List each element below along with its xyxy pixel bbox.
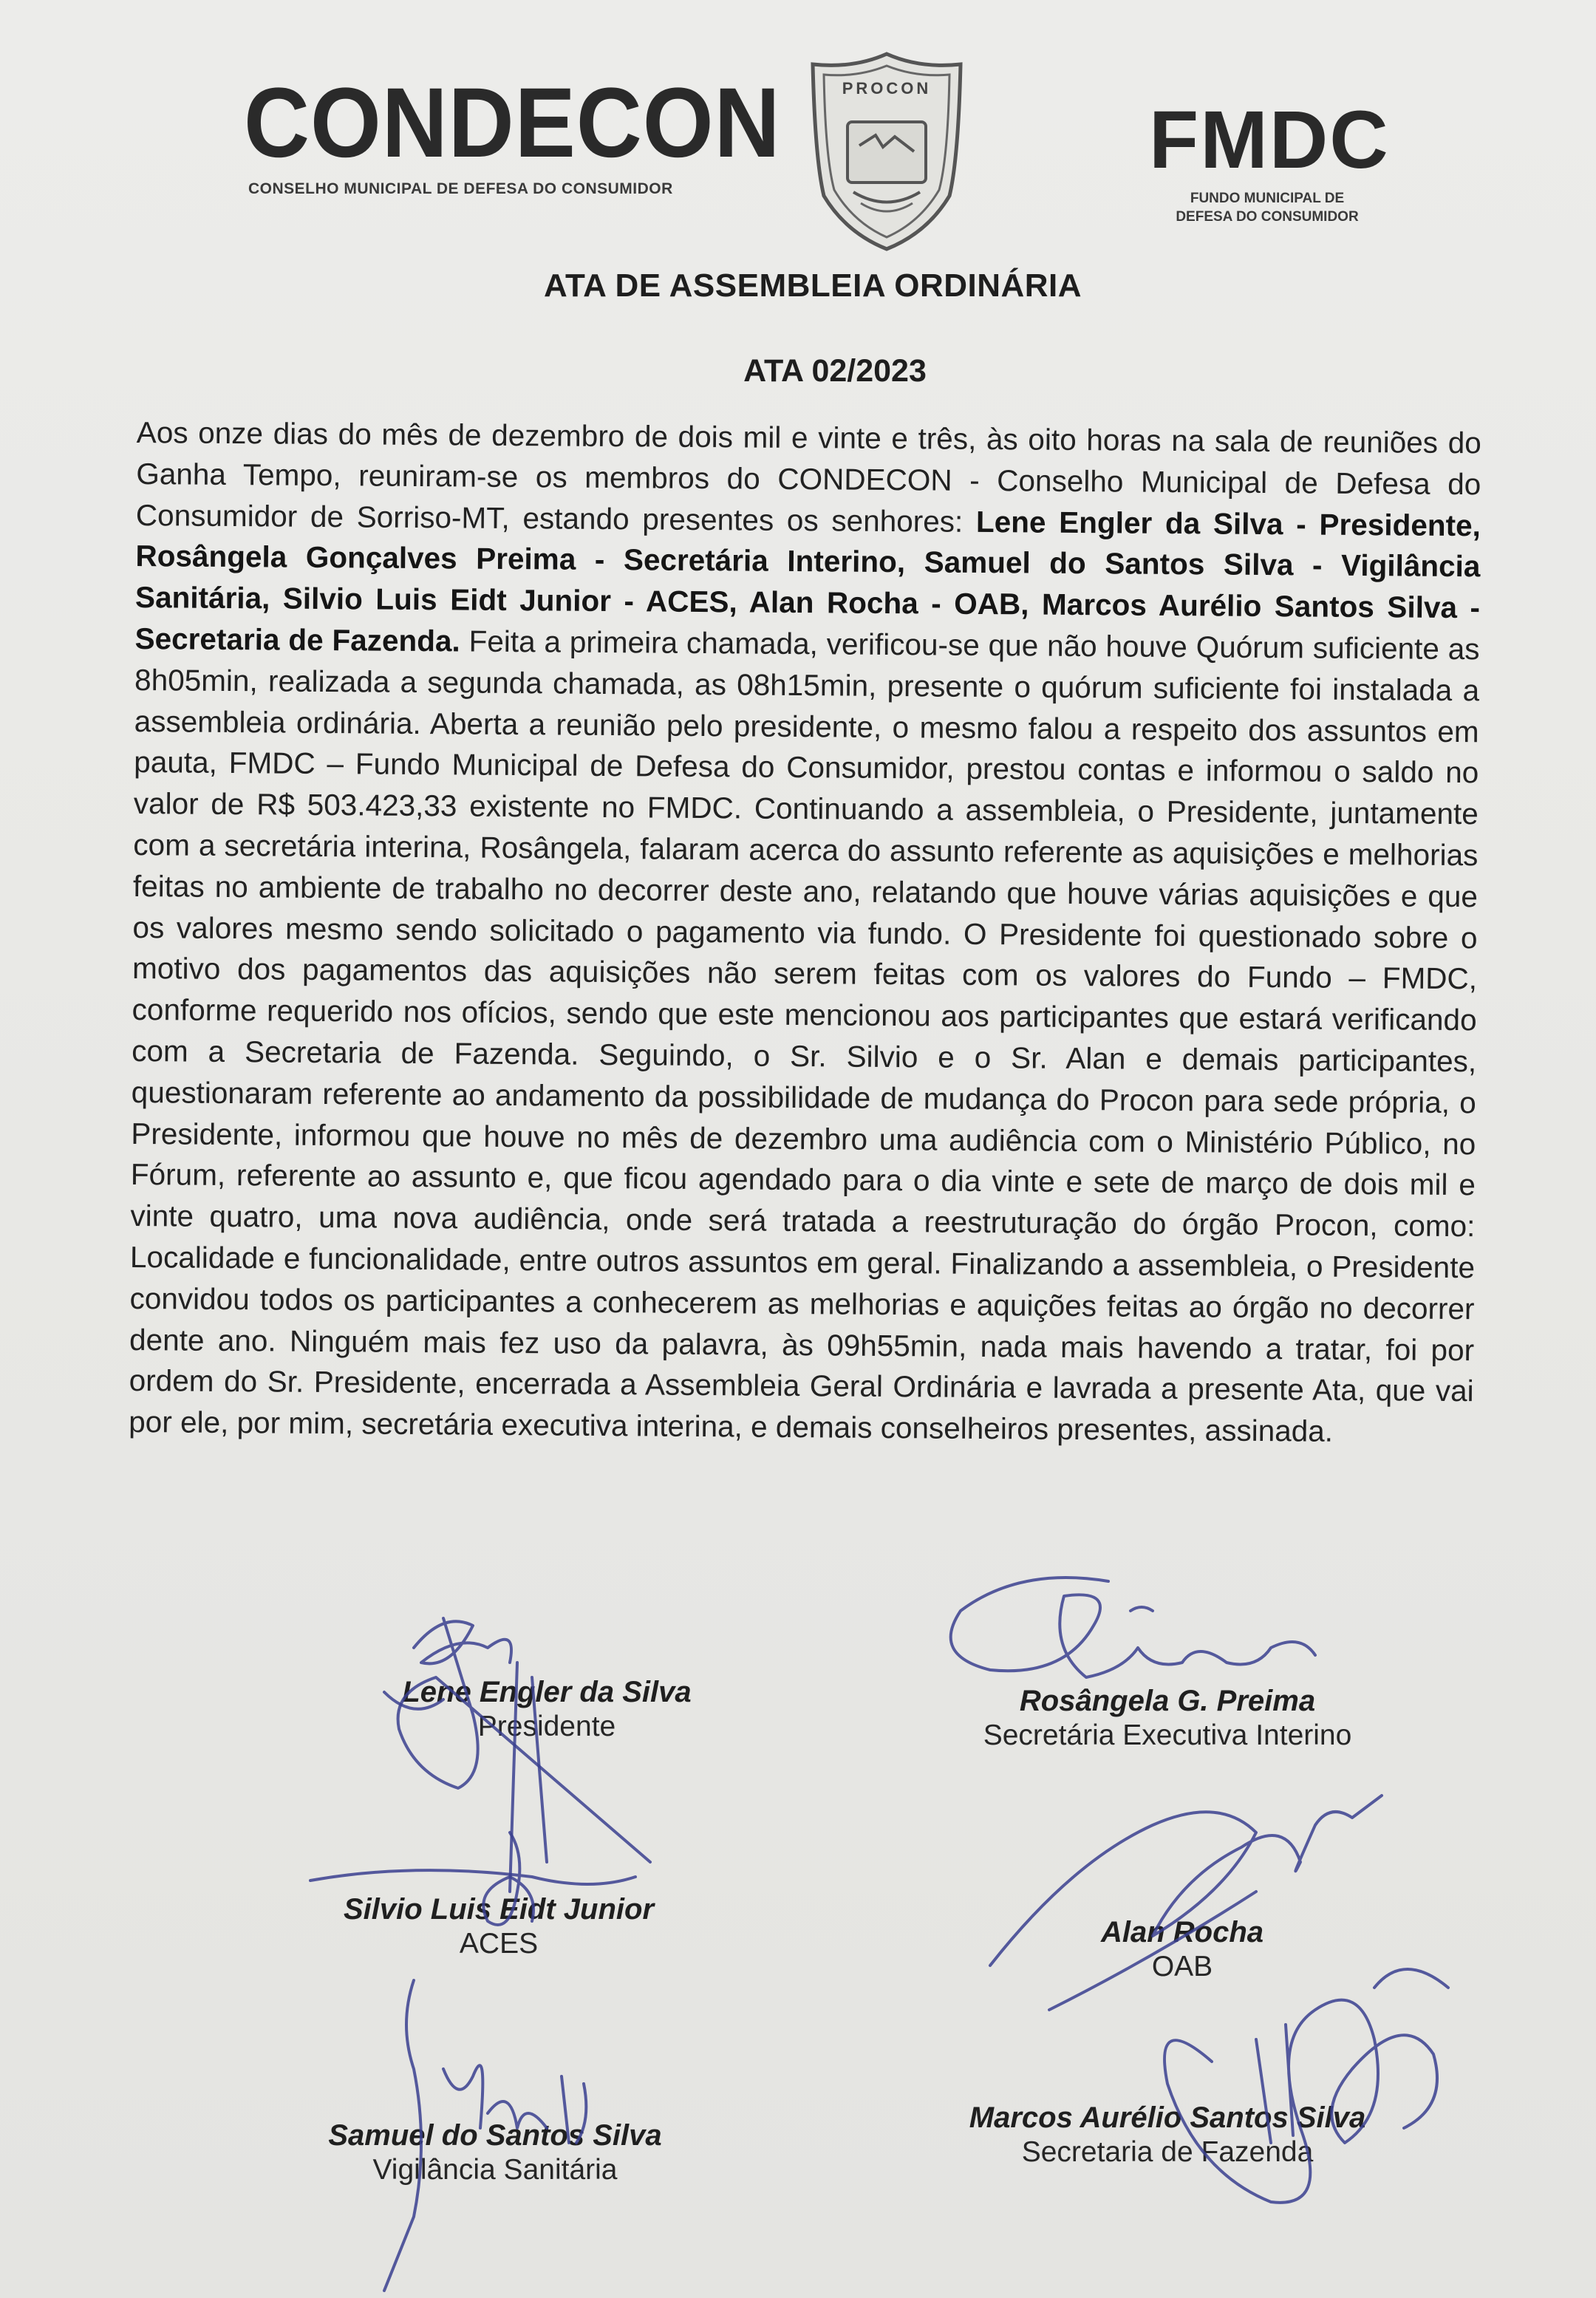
signer-name: Silvio Luis Eidt Junior xyxy=(343,1893,655,1926)
signer-role: Presidente xyxy=(477,1711,616,1742)
document-title: ATA DE ASSEMBLEIA ORDINÁRIA xyxy=(543,267,1082,304)
fmdc-logo xyxy=(1149,95,1390,226)
signer-name: Lene Engler da Silva xyxy=(402,1676,692,1708)
signer-role: Vigilância Sanitária xyxy=(372,2154,618,2186)
signature-block-oab xyxy=(1005,1916,1360,1983)
condecon-logo-title: CONDECON xyxy=(244,68,781,178)
procon-shield-icon xyxy=(802,48,972,255)
fmdc-logo-subtitle-line1: FUNDO MUNICIPAL DE xyxy=(1190,191,1345,206)
signer-role: ACES xyxy=(459,1928,539,1960)
fmdc-logo-title: FMDC xyxy=(1149,95,1390,185)
signature-block-vigilancia xyxy=(273,2119,717,2186)
signature-block-secretary xyxy=(938,1685,1396,1752)
signer-role: Secretária Executiva Interino xyxy=(983,1719,1352,1751)
procon-emblem-label: PROCON xyxy=(842,79,932,98)
fmdc-logo-subtitle-line2: DEFESA DO CONSUMIDOR xyxy=(1176,208,1359,225)
signature-scribble-rosangela-2 xyxy=(1130,1607,1153,1611)
signer-name: Samuel do Santos Silva xyxy=(328,2119,662,2152)
minutes-body xyxy=(129,412,1481,1453)
minutes-rest: Feita a primeira chamada, verificou-se que não houve Quórum suficiente as 8h05min, realizada a segunda chamada, as 08h15min, presente o quórum suficiente foi instalada a assembleia ordinária. Aberta a reunião pelo presidente, o mesmo falou a respeito dos assuntos em pauta, FMDC – Fundo Municipal de Defesa do Consumidor, prestou contas e informou o saldo no valor de R$ 503.423,33 existente no FMDC. Continuando a assembleia, o Presidente, juntamente com a secretária interina, Rosângela, falaram acerca do assunto referente as aquisições e melhorias feitas no ambiente de trabalho no decorrer deste ano, relatando que houve várias aquisições e que os valores mesmo sendo solicitado o pagamento via fundo. O Presidente foi questionado sobre o motivo dos pagamentos das aquisições não serem feitas com os valores do Fundo – FMDC, conforme requerido nos ofícios, sendo que este mencionou aos participantes que estará verificando com a Secretaria de Fazenda. Seguindo, o Sr. Silvio e o Sr. Alan e demais participantes, questionaram referente ao andamento da possibilidade de mudança do Procon para sede própria, o Presidente, informou que houve no mês de dezembro uma audiência com o Ministério Público, no Fórum, referente ao assunto e, que ficou agendado para o dia vinte e sete de março de dois mil e vinte quatro, uma nova audiência, onde será tratada a reestruturação do órgão Procon, como: Localidade e funcionalidade, entre outros assuntos em geral. Finalizando a assembleia, o Presidente convidou todos os participantes a conhecerem as melhorias e aquições feitas ao órgão no decorrer dente ano. Ninguém mais fez uso da palavra, às 09h55min, nada mais havendo a tratar, foi por ordem do Sr. Presidente, encerrada a Assembleia Geral Ordinária e lavrada a presente Ata, que vai por ele, por mim, secretária executiva interina, e demais conselheiros presentes, assinada. xyxy=(129,624,1480,1448)
condecon-logo xyxy=(244,68,781,198)
signer-name: Marcos Aurélio Santos Silva xyxy=(969,2101,1366,2134)
signer-name: Alan Rocha xyxy=(1100,1916,1264,1948)
document-number: ATA 02/2023 xyxy=(743,353,927,389)
minutes-members: Lene Engler da Silva - Presidente, Rosângela Gonçalves Preima - Secretária Interino, Samuel do Santos Silva - Vigilância Sanitária, Silvio Luis Eidt Junior - ACES, Alan Rocha - OAB, Marcos Aurélio Santos Silva - Secretaria de Fazenda. xyxy=(134,504,1481,658)
signature-block-president xyxy=(318,1676,776,1743)
signer-name: Rosângela G. Preima xyxy=(1019,1685,1316,1717)
signature-block-aces xyxy=(281,1893,717,1960)
signer-role: Secretaria de Fazenda xyxy=(1021,2136,1314,2168)
signer-role: OAB xyxy=(1151,1951,1213,1982)
signature-scribble-rosangela xyxy=(951,1578,1315,1677)
condecon-logo-subtitle: CONSELHO MUNICIPAL DE DEFESA DO CONSUMIDOR xyxy=(248,180,673,197)
signature-block-fazenda xyxy=(916,2101,1419,2169)
minutes-intro: Aos onze dias do mês de dezembro de dois mil e vinte e três, às oito horas na sala de reuniões do Ganha Tempo, reuniram-se os membros do CONDECON - Conselho Municipal de Defesa do Consumidor de Sorriso-MT, estando presentes os senhores: xyxy=(135,415,1481,539)
procon-emblem xyxy=(802,48,972,255)
